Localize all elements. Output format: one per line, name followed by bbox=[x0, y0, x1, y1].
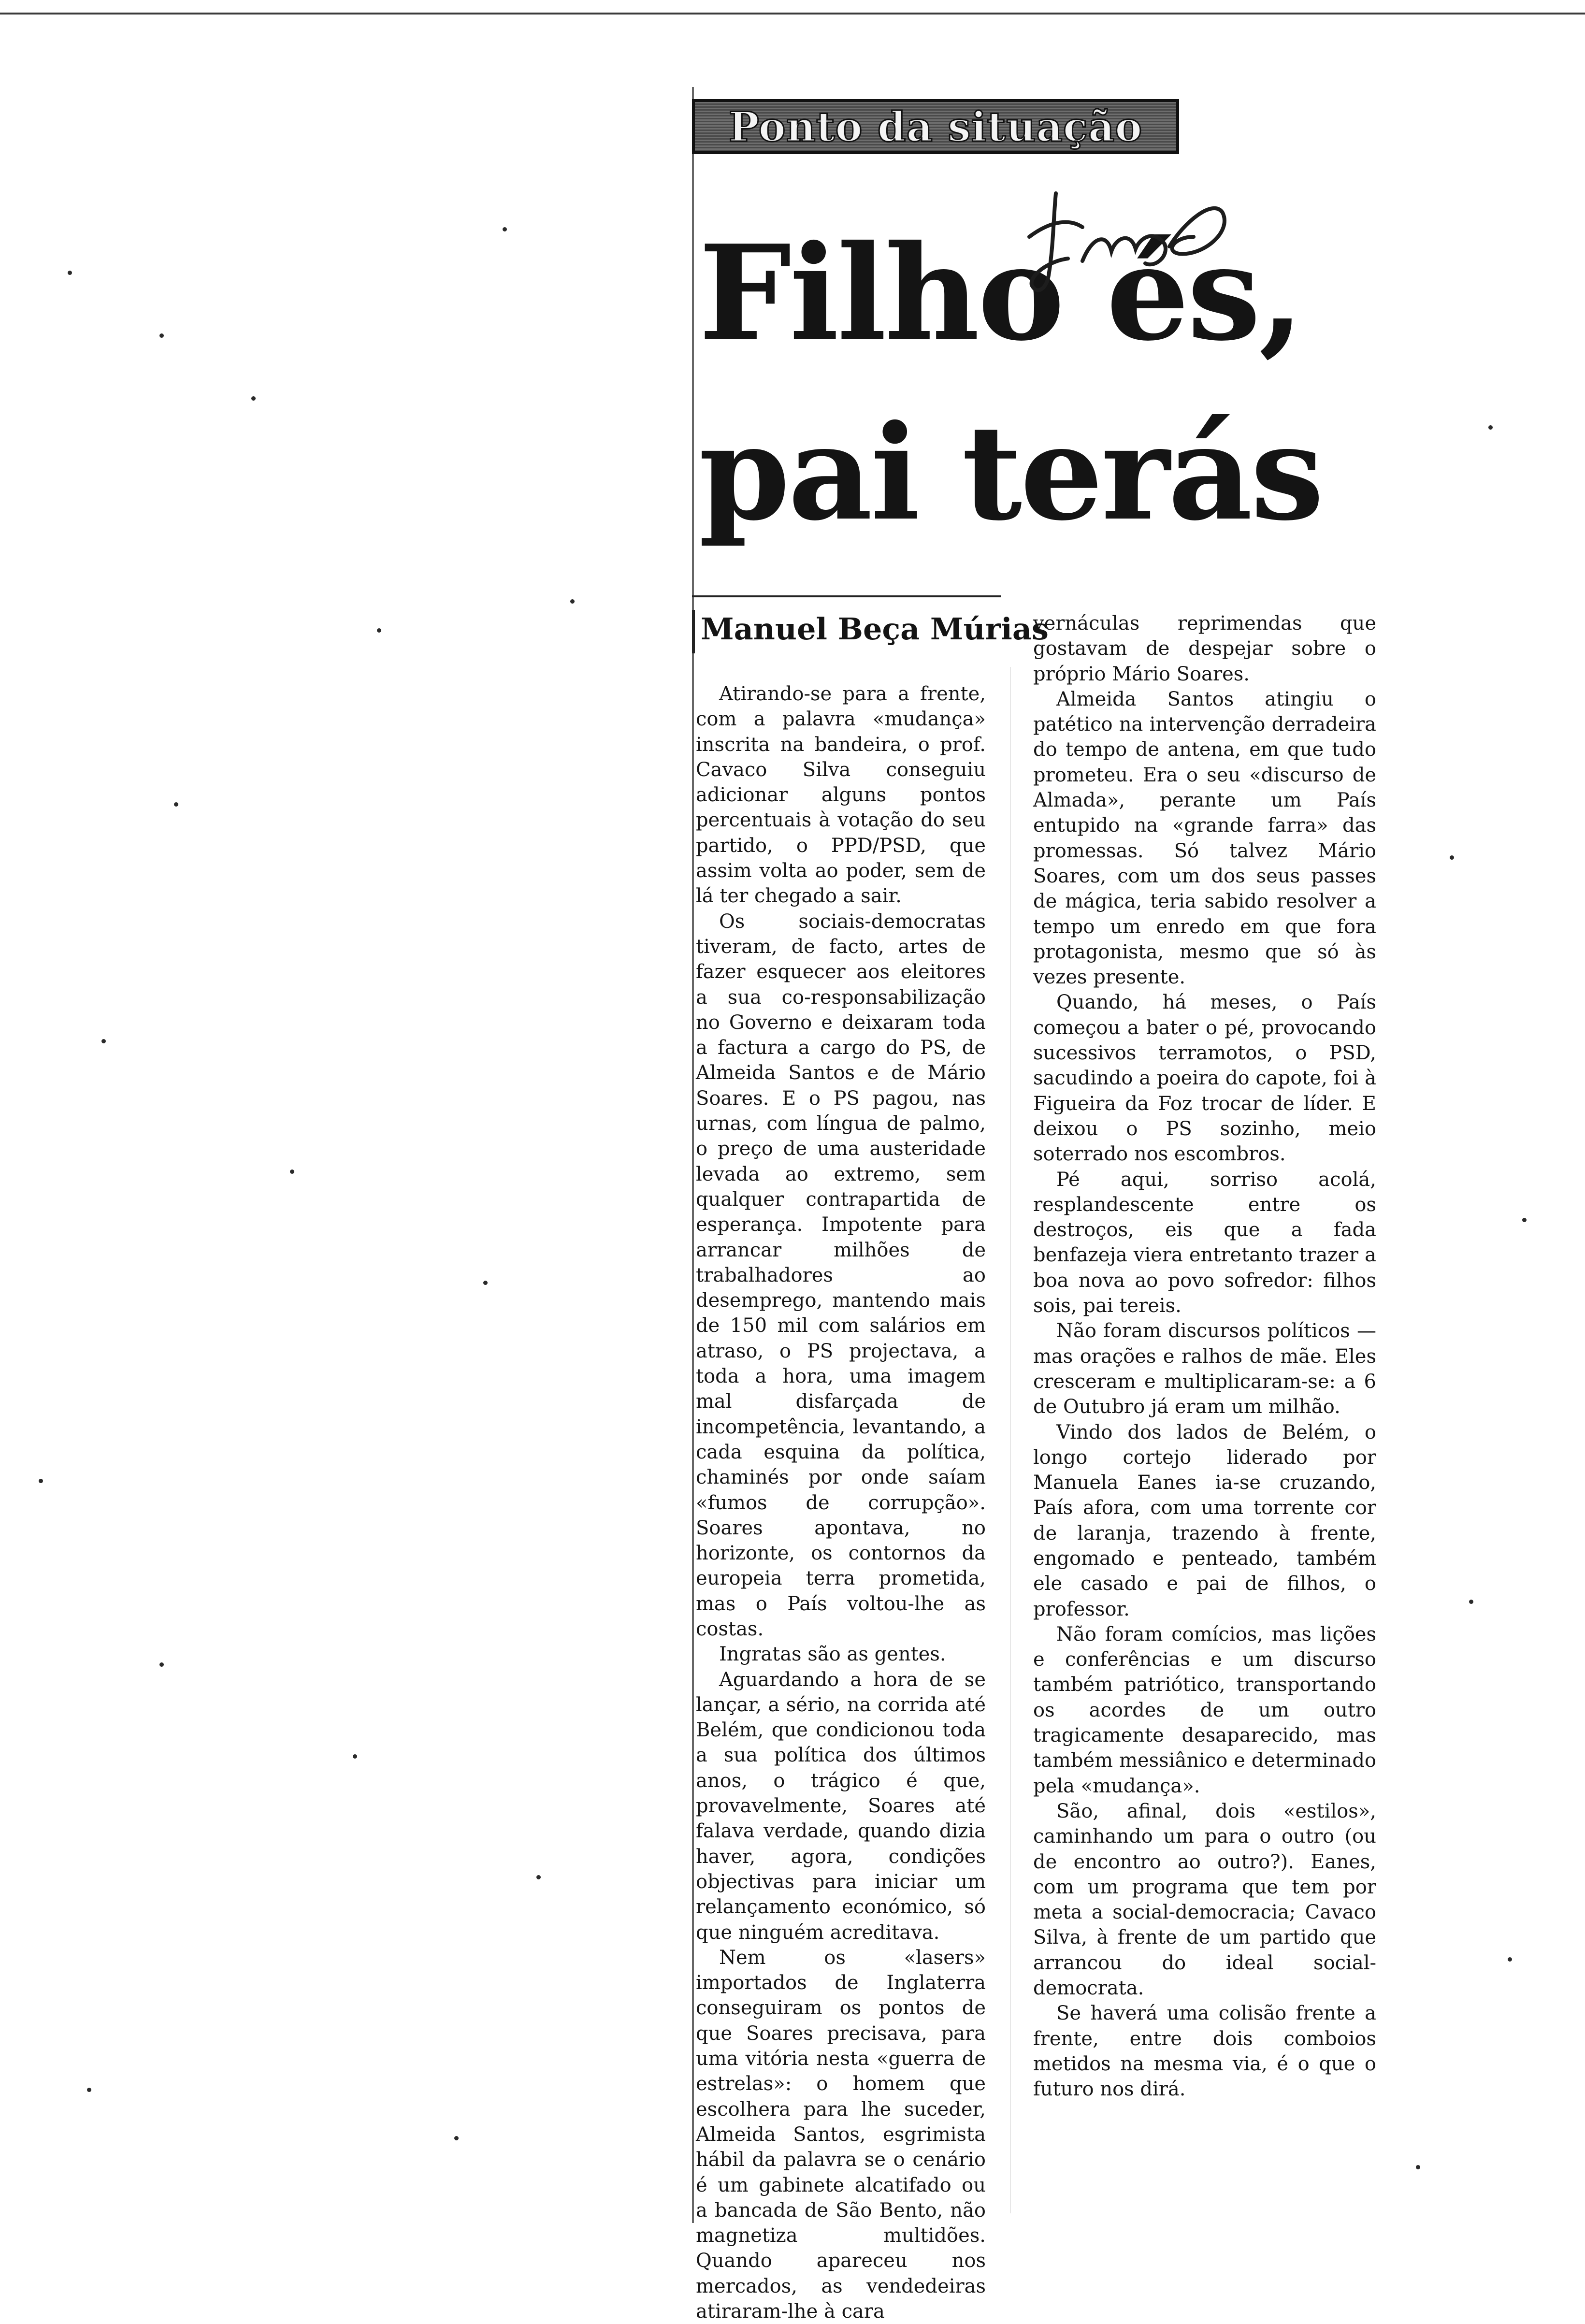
section-label: Ponto da situação bbox=[728, 102, 1143, 151]
scan-speck bbox=[87, 2088, 91, 2092]
article-paragraph: Quando, há meses, o País começou a bater o pé, provocando sucessivos terramotos, o PSD, sacudindo a poeira do capote, foi à Figueira da Foz trocar de líder. E deixou o PS sozinho, meio soterrado nos escombros. bbox=[1033, 991, 1376, 1166]
article-paragraph: Atirando-se para a frente, com a palavra «mudança» inscrita na bandeira, o prof. Cavaco Silva conseguiu adicionar alguns pontos percentuais à votação do seu partido, o PPD/PSD, que assim volta ao poder, sem de lá ter chegado a sair. bbox=[696, 683, 986, 908]
article-paragraph: Nem os «lasers» importados de Inglaterra conseguiram os pontos de que Soares precisava, para uma vitória nesta «guerra de estrelas»: o homem que escolhera para lhe suceder, Almeida Santos, esgrimista hábil da palavra se o cenário é um gabinete alcatifado ou a bancada de São Bento, não magnetiza multidões. Quando apareceu nos mercados, as vendedeiras atiraram-lhe à cara bbox=[696, 1946, 986, 2323]
scan-speck bbox=[1522, 1218, 1527, 1222]
article-paragraph: Vindo dos lados de Belém, o longo cortejo liderado por Manuela Eanes ia-se cruzando, País afora, com uma torrente cor de laranja, trazendo à frente, engomado e penteado, também ele casado e pai de filhos, o professor. bbox=[1033, 1421, 1376, 1620]
article-paragraph: Se haverá uma colisão frente a frente, entre dois comboios metidos na mesma via, é o que o futuro nos dirá. bbox=[1033, 2002, 1376, 2101]
scan-speck bbox=[39, 1479, 43, 1483]
scan-speck bbox=[68, 271, 72, 275]
scan-speck bbox=[1508, 1957, 1512, 1962]
scan-speck bbox=[1469, 1600, 1473, 1604]
clipping-left-edge bbox=[692, 87, 694, 2223]
article-column-left bbox=[696, 681, 986, 2323]
headline-line-2: pai terás bbox=[699, 396, 1323, 549]
scan-speck bbox=[101, 1039, 106, 1043]
article-paragraph-continuation: vernáculas reprimendas que gostavam de despejar sobre o próprio Mário Soares. bbox=[1033, 612, 1376, 685]
scan-speck bbox=[1416, 2165, 1420, 2169]
column-divider bbox=[1010, 667, 1011, 2213]
scan-speck bbox=[536, 1875, 541, 1879]
scan-speck bbox=[174, 802, 178, 807]
scan-speck bbox=[1450, 855, 1454, 860]
article-paragraph: Os sociais-democratas tiveram, de facto, artes de fazer esquecer aos eleitores a sua co-responsabilização no Governo e deixaram toda a factura a cargo do PS, de Almeida Santos e de Mário Soares. E o PS pagou, nas urnas, com língua de palmo, o preço de uma austeridade levada ao extremo, sem qualquer contrapartida de esperança. Impotente para arrancar milhões de trabalhadores ao desemprego, mantendo mais de 150 mil com salários em atraso, o PS projectava, a toda a hora, uma imagem mal disfarçada de incompetência, levantando, a cada esquina da política, chaminés por onde saíam «fumos de corrupção». Soares apontava, no horizonte, os contornos da europeia terra prometida, mas o País voltou-lhe as costas. bbox=[696, 910, 986, 1640]
scan-speck bbox=[251, 396, 256, 401]
scan-speck bbox=[290, 1169, 294, 1174]
article-column-right bbox=[1033, 611, 1376, 2220]
section-label-box bbox=[692, 99, 1179, 154]
scan-speck bbox=[454, 2136, 459, 2140]
article-paragraph: Não foram discursos políticos — mas orações e ralhos de mãe. Eles cresceram e multiplicaram-se: a 6 de Outubro já eram um milhão. bbox=[1033, 1320, 1376, 1418]
article-paragraph: Aguardando a hora de se lançar, a sério, na corrida até Belém, que condicionou toda a sua política dos últimos anos, o trágico é que, provavelmente, Soares até falava verdade, quando dizia haver, agora, condições objectivas para iniciar um relançamento económico, só que ninguém acreditava. bbox=[696, 1668, 986, 1944]
article-paragraph: São, afinal, dois «estilos», caminhando um para o outro (ou de encontro ao outro?). Eanes, com um programa que tem por meta a social-democracia; Cavaco Silva, à frente de um partido que arrancou do ideal social-democrata. bbox=[1033, 1800, 1376, 2000]
byline-top-rule bbox=[692, 595, 1001, 597]
scan-speck bbox=[159, 333, 164, 338]
scan-speck bbox=[483, 1281, 488, 1285]
article-paragraph: Almeida Santos atingiu o patético na intervenção derradeira do tempo de antena, em que tudo prometeu. Era o seu «discurso de Almada», perante um País entupido na «grande farra» das promessas. Só talvez Mário Soares, com um dos seus passes de mágica, teria sabido resolver a tempo um enredo em que fora protagonista, mesmo que só às vezes presente. bbox=[1033, 688, 1376, 989]
byline: Manuel Beça Múrias bbox=[701, 611, 1049, 647]
article-paragraph: Ingratas são as gentes. bbox=[719, 1643, 946, 1666]
headline-line-1: Filho és, bbox=[699, 216, 1303, 370]
byline-side-bar bbox=[692, 610, 695, 653]
scan-speck bbox=[570, 599, 575, 604]
page-top-rule bbox=[0, 13, 1585, 14]
scan-speck bbox=[377, 628, 381, 633]
article-paragraph: Não foram comícios, mas lições e conferências e um discurso também patriótico, transportando os acordes de um outro tragicamente desaparecido, mas também messiânico e determinado pela «mudança». bbox=[1033, 1623, 1376, 1797]
scan-speck bbox=[353, 1754, 357, 1759]
handwritten-signature-icon bbox=[1010, 164, 1237, 300]
scan-speck bbox=[503, 227, 507, 231]
article-paragraph: Pé aqui, sorriso acolá, resplandescente entre os destroços, eis que a fada benfazeja viera entretanto trazer a boa nova ao povo sofredor: filhos sois, pai tereis. bbox=[1033, 1168, 1376, 1317]
scan-speck bbox=[159, 1662, 164, 1667]
